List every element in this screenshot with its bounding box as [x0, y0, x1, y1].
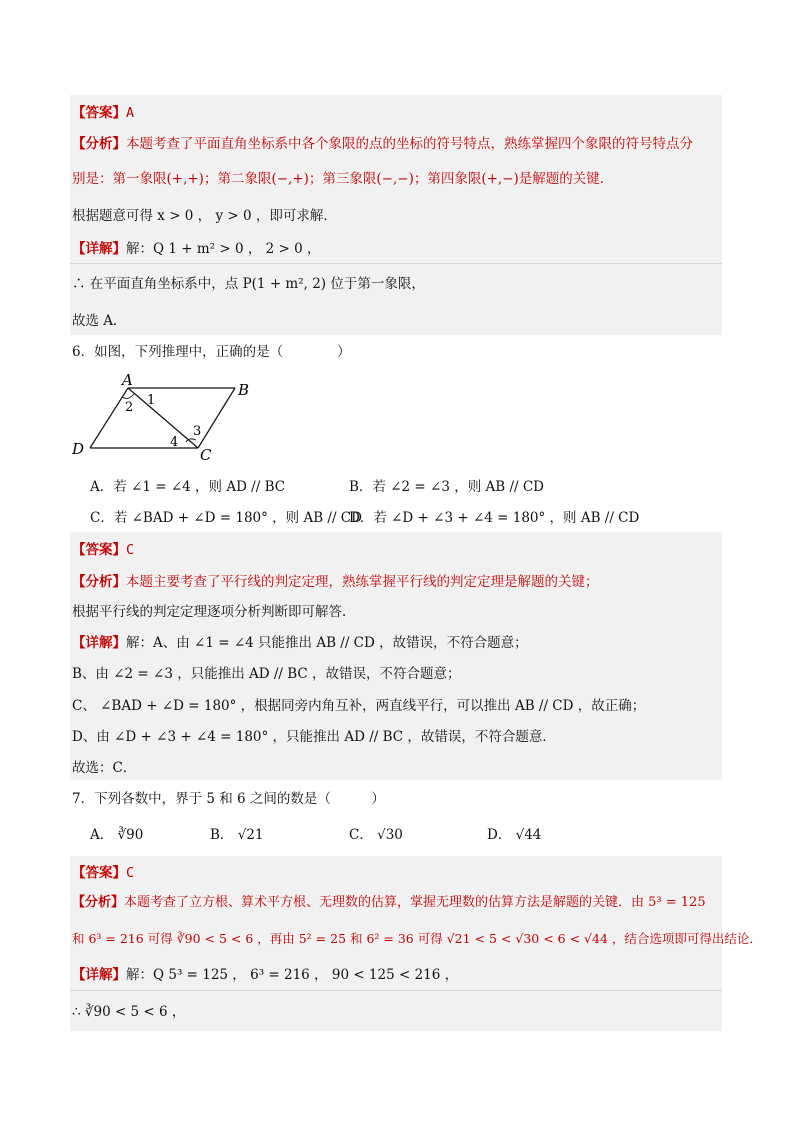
q6-question	[72, 343, 722, 361]
q6-detail-line-5	[72, 759, 722, 777]
label-C: C	[200, 446, 212, 464]
q7-question	[72, 790, 722, 808]
q6-answer-line	[72, 541, 722, 559]
answer-value: C	[126, 865, 135, 881]
q6-option-c: C．若 ∠BAD + ∠D = 180° ，则 AB // CD	[90, 510, 362, 526]
analysis-text: 根据题意可得 x > 0 ， y > 0 ，即可求解．	[72, 208, 337, 224]
detail-tag: 【详解】	[72, 241, 126, 257]
analysis-text: 和 6³ = 216 可得 ∛90 < 5 < 6 ，再由 5² = 25 和 6² = 36 可得 √21 < 5 < √30 < 6 < √44 ，结合选项即可得出结论．	[72, 931, 762, 946]
q5-detail-line-2	[72, 275, 722, 293]
q6-option-d: D．若 ∠D + ∠3 + ∠4 = 180° ，则 AB // CD	[349, 510, 640, 526]
detail-text: 解：Q 1 + m² > 0 ， 2 > 0 ，	[126, 241, 321, 257]
label-angle-2: 2	[125, 400, 134, 415]
q6-detail-line-2	[72, 665, 722, 683]
q6-detail-line-1	[72, 634, 722, 652]
q6-detail-line-3	[72, 697, 722, 715]
q6-detail-line-4	[72, 728, 722, 746]
q5-detail-line-1	[72, 240, 722, 258]
detail-tag: 【详解】	[72, 967, 126, 983]
q7-answer-line	[72, 864, 722, 882]
question-text: 6．如图，下列推理中，正确的是（ ）	[72, 344, 351, 360]
detail-text: C、 ∠BAD + ∠D = 180° ，根据同旁内角互补，两直线平行，可以推出 AB // CD ，故正确；	[72, 698, 646, 714]
label-angle-3: 3	[193, 424, 202, 439]
analysis-tag: 【分析】	[72, 895, 125, 910]
detail-text: 解：Q 5³ = 125 ， 6³ = 216 ， 90 < 125 < 216 ，	[126, 967, 459, 983]
q7-option-d: D． √44	[487, 827, 542, 843]
detail-text: 故选 A．	[72, 313, 127, 329]
divider	[70, 990, 722, 991]
q5-answer-line	[72, 104, 722, 122]
analysis-tag: 【分析】	[72, 136, 126, 152]
detail-text: D、由 ∠D + ∠3 + ∠4 = 180° ，只能推出 AD // BC ，故错误，不符合题意．	[72, 729, 556, 745]
q5-analysis-line-1	[72, 135, 722, 153]
label-D: D	[72, 440, 85, 458]
answer-tag: 【答案】	[72, 865, 126, 881]
detail-tag: 【详解】	[72, 635, 126, 651]
analysis-text: 本题考查了平面直角坐标系中各个象限的点的坐标的符号特点，熟练掌握四个象限的符号特点分	[126, 136, 693, 152]
q7-detail-line-1	[72, 966, 722, 984]
label-A: A	[122, 371, 133, 389]
label-angle-4: 4	[170, 435, 179, 450]
answer-value: A	[126, 105, 135, 121]
q6-option-b: B．若 ∠2 = ∠3 ，则 AB // CD	[349, 479, 544, 495]
answer-value: C	[126, 542, 135, 558]
divider	[70, 263, 722, 264]
analysis-tag: 【分析】	[72, 574, 126, 590]
analysis-text: 本题主要考查了平行线的判定定理，熟练掌握平行线的判定定理是解题的关键；	[126, 574, 599, 590]
diagonal-AC	[128, 388, 198, 448]
detail-text: 解：A、由 ∠1 = ∠4 只能推出 AB // CD ，故错误，不符合题意；	[126, 635, 528, 651]
detail-text: 故选：C．	[72, 760, 137, 776]
q5-analysis-line-3	[72, 207, 722, 225]
parallelogram-figure	[70, 370, 260, 465]
detail-text: ∴ ∛90 < 5 < 6 ，	[72, 1004, 186, 1020]
analysis-text: 根据平行线的判定定理逐项分析判断即可解答．	[72, 604, 356, 620]
q6-analysis-line-2	[72, 603, 722, 621]
label-B: B	[238, 381, 250, 399]
q7-option-a: A． ∛90	[90, 827, 144, 843]
detail-text: ∴ 在平面直角坐标系中，点 P(1 + m², 2) 位于第一象限，	[72, 276, 425, 292]
edge-CB	[198, 388, 235, 448]
analysis-text: 本题考查了立方根、算术平方根、无理数的估算，掌握无理数的估算方法是解题的关键．由 5³ = 125	[124, 895, 706, 910]
q7-analysis-line-2	[72, 930, 762, 948]
answer-tag: 【答案】	[72, 542, 126, 558]
q5-detail-line-3	[72, 312, 722, 330]
label-angle-1: 1	[147, 393, 156, 408]
q7-detail-line-2	[72, 1003, 722, 1021]
q6-analysis-line-1	[72, 573, 722, 591]
question-text: 7．下列各数中，界于 5 和 6 之间的数是（ ）	[72, 791, 385, 807]
q7-analysis-line-1	[72, 894, 722, 912]
q7-option-c: C． √30	[349, 827, 403, 843]
q6-option-a: A．若 ∠1 = ∠4 ，则 AD // BC	[90, 479, 286, 495]
detail-text: B、由 ∠2 = ∠3 ，只能推出 AD // BC ，故错误，不符合题意；	[72, 666, 461, 682]
q5-analysis-line-2	[72, 170, 722, 188]
analysis-text: 别是：第一象限(+,+)；第二象限(−,+)；第三象限(−,−)；第四象限(+,−)是解题的关键．	[72, 171, 614, 187]
answer-tag: 【答案】	[72, 105, 126, 121]
q7-option-b: B． √21	[210, 827, 264, 843]
